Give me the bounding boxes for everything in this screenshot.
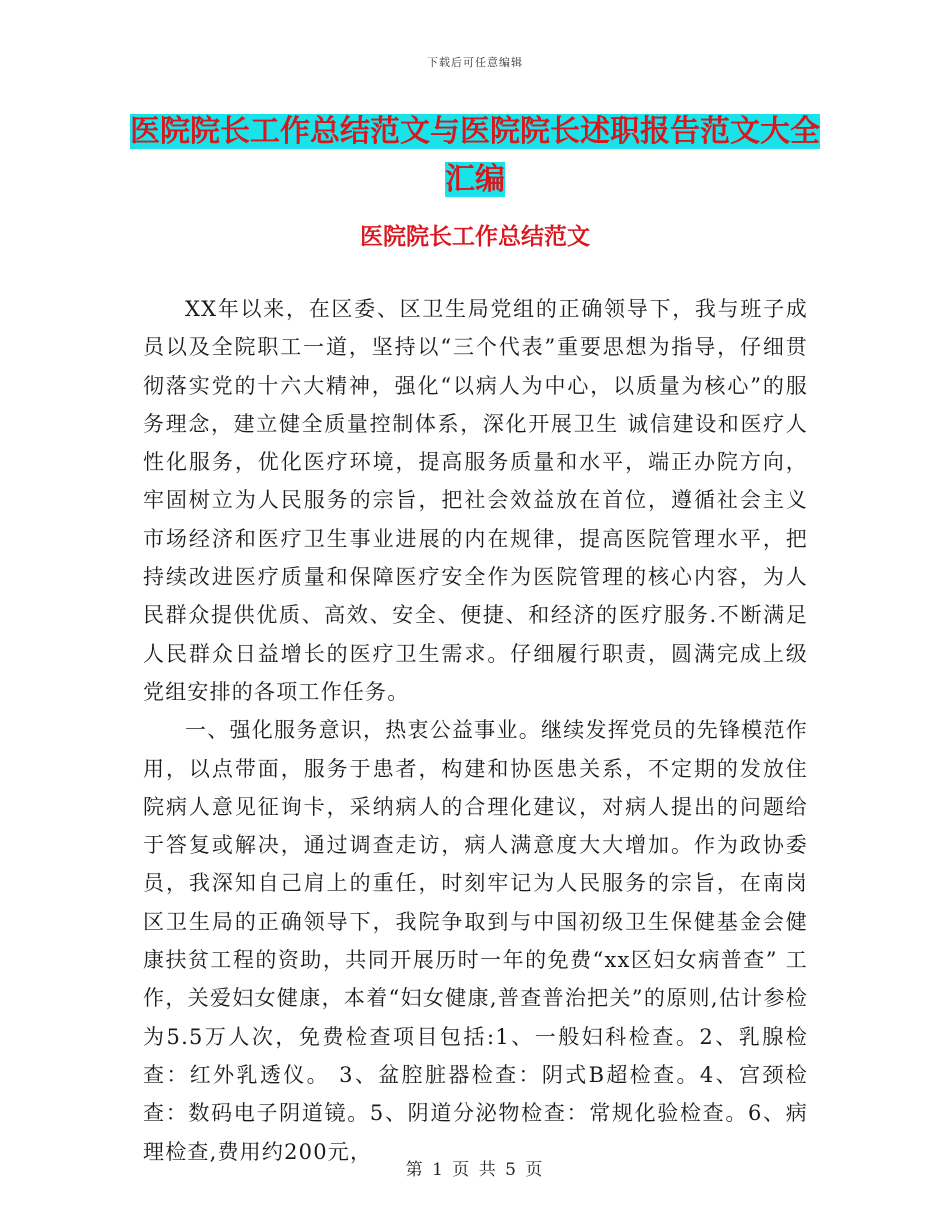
document-body [143, 290, 808, 1171]
document-title [130, 108, 820, 204]
document-title-line-2: 汇编 [445, 162, 505, 197]
page-number-footer: 第 1 页 共 5 页 [405, 1160, 545, 1180]
paragraph-section-1: 一、强化服务意识，热衷公益事业。继续发挥党员的先锋模范作用，以点带面，服务于患者，构建和协医患关系，不定期的发放住院病人意见征询卡，采纳病人的合理化建议，对病人提出的问题给于答复或解决，通过调查走访，病人满意度大大增加。作为政协委员，我深知自己肩上的重任，时刻牢记为人民服务的宗旨，在南岗区卫生局的正确领导下，我院争取到与中国初级卫生保健基金会健康扶贫工程的资助，共同开展历时一年的免费“xx区妇女病普查” 工作，关爱妇女健康，本着“妇女健康,普查普治把关”的原则,估计参检为5.5万人次，免费检查项目包括:1、一般妇科检查。2、乳腺检查：红外乳透仪。 3、盆腔脏器检查：阴式B超检查。4、宫颈检查：数码电子阴道镜。5、阴道分泌物检查：常规化验检查。6、病理检查,费用约200元， [143, 718, 808, 1164]
section-title: 医院院长工作总结范文 [360, 223, 590, 250]
paragraph-intro: XX年以来，在区委、区卫生局党组的正确领导下，我与班子成员以及全院职工一道，坚持以“三个代表”重要思想为指导，仔细贯彻落实党的十六大精神，强化“以病人为中心，以质量为核心”的服务理念，建立健全质量控制体系，深化开展卫生 诚信建设和医疗人性化服务，优化医疗环境，提高服务质量和水平，端正办院方向，牢固树立为人民服务的宗旨，把社会效益放在首位，遵循社会主义市场经济和医疗卫生事业进展的内在规律，提高医院管理水平，把持续改进医疗质量和保障医疗安全作为医院管理的核心内容，为人民群众提供优质、高效、安全、便捷、和经济的医疗服务.不断满足人民群众日益增长的医疗卫生需求。仔细履行职责，圆满完成上级党组安排的各项工作任务。 [143, 297, 808, 704]
page-header-note: 下载后可任意编辑 [427, 56, 523, 69]
document-title-line-1: 医院院长工作总结范文与医院院长述职报告范文大全 [130, 114, 820, 149]
